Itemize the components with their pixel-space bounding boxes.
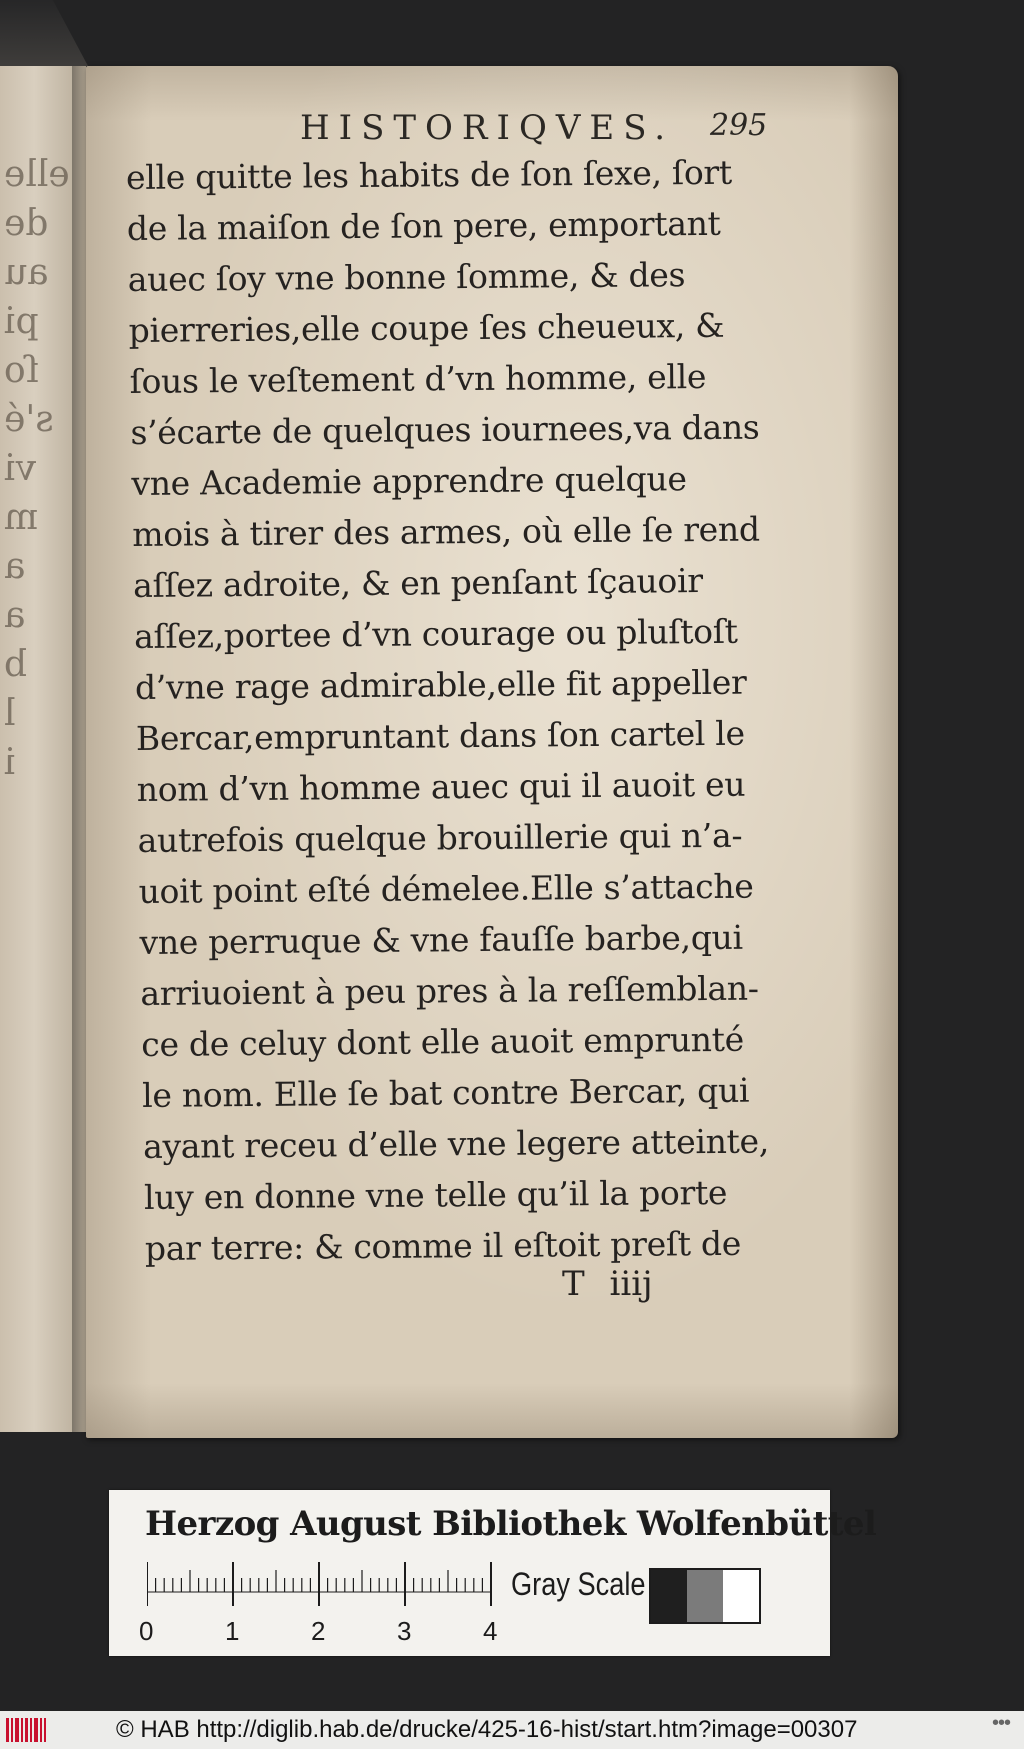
text-line: vne Academie apprendre quelque	[131, 459, 687, 503]
left-page-fragment: b	[4, 644, 28, 685]
hab-barcode-icon	[6, 1718, 46, 1742]
color-calibration-bar	[109, 1490, 877, 1656]
gray-scale-swatches	[649, 1568, 761, 1624]
text-line: d’vne rage admirable,elle fit appeller	[134, 662, 747, 707]
left-page-corner	[0, 0, 88, 66]
book-page	[86, 66, 898, 1438]
text-line: auec ſoy vne bonne ſomme, & des	[127, 255, 686, 299]
ruler-label: 0	[139, 1616, 154, 1646]
text-line: ſous le veſtement d’vn homme, elle	[129, 356, 707, 401]
text-line: autrefois quelque brouillerie qui n’a-	[137, 815, 743, 860]
page-number: 295	[710, 108, 768, 143]
left-page-fragment: de	[4, 203, 49, 244]
text-line: arriuoient à peu pres à la reſſemblan-	[140, 968, 759, 1013]
ruler-label: 3	[397, 1616, 412, 1646]
left-page-fragment: a	[4, 546, 26, 587]
running-title: HISTORIQVES.	[300, 108, 675, 148]
page-text	[125, 152, 770, 1274]
text-line: aſſez,portee d’vn courage ou pluſtoſt	[133, 611, 738, 656]
text-line: uoit point eſté démelee.Elle s’attache	[138, 866, 754, 911]
text-line: mois à tirer des armes, où elle ſe rend	[132, 509, 760, 554]
left-page-fragment: s'é	[4, 399, 54, 440]
gray-swatch-mid	[687, 1570, 723, 1622]
text-line: elle quitte les habits de ſon ſexe, ſort	[125, 152, 733, 197]
text-line: luy en donne vne telle qu’il la porte	[143, 1172, 728, 1217]
left-page-fragment: elle	[4, 154, 70, 195]
text-line: par terre: & comme il eſtoit preſt de	[144, 1223, 742, 1268]
text-line: ce de celuy dont elle auoit emprunté	[141, 1019, 745, 1064]
ruler-scale	[147, 1562, 501, 1606]
text-line: pierreries,elle coupe ſes cheueux, &	[128, 305, 725, 350]
left-page-fragment: i	[4, 742, 16, 783]
ruler-label: 2	[311, 1616, 326, 1646]
text-line: de la maiſon de ſon pere, emportant	[126, 203, 721, 248]
text-line: ayant receu d’elle vne legere atteinte,	[142, 1121, 770, 1166]
text-line: Bercar,empruntant dans ſon cartel le	[135, 713, 745, 758]
footer-bar	[0, 1711, 1024, 1749]
text-line: s’écarte de quelques iournees,va dans	[130, 407, 760, 452]
left-page-fragment: vi	[4, 448, 36, 489]
signature-mark: T iiij	[562, 1264, 653, 1304]
left-page-fragment: au	[4, 252, 49, 293]
more-icon[interactable]: •••	[991, 1712, 1010, 1734]
ruler-label: 1	[225, 1616, 240, 1646]
left-page-fragment: m	[4, 497, 39, 538]
text-line: le nom. Elle ſe bat contre Bercar, qui	[142, 1070, 750, 1115]
text-line: nom d’vn homme auec qui il auoit eu	[136, 764, 746, 809]
library-name: Herzog August Bibliothek Wolfenbüttel	[145, 1504, 877, 1544]
left-page-fragment: ſo	[4, 350, 39, 391]
gray-scale-label: Gray Scale	[511, 1566, 646, 1602]
footer-url[interactable]: © HAB http://diglib.hab.de/drucke/425-16-hist/start.htm?image=00307	[116, 1716, 858, 1743]
left-page-fragment: l	[4, 693, 16, 734]
gray-swatch-light	[723, 1570, 759, 1622]
ruler-label: 4	[483, 1616, 498, 1646]
left-page-fragment: pi	[4, 301, 39, 342]
text-line: aſſez adroite, & en penſant ſçauoir	[133, 561, 703, 605]
left-page-fragment: a	[4, 595, 26, 636]
ruler-labels	[139, 1616, 539, 1646]
text-line: vne perruque & vne fauſſe barbe,qui	[139, 917, 743, 962]
gray-swatch-dark	[651, 1570, 687, 1622]
